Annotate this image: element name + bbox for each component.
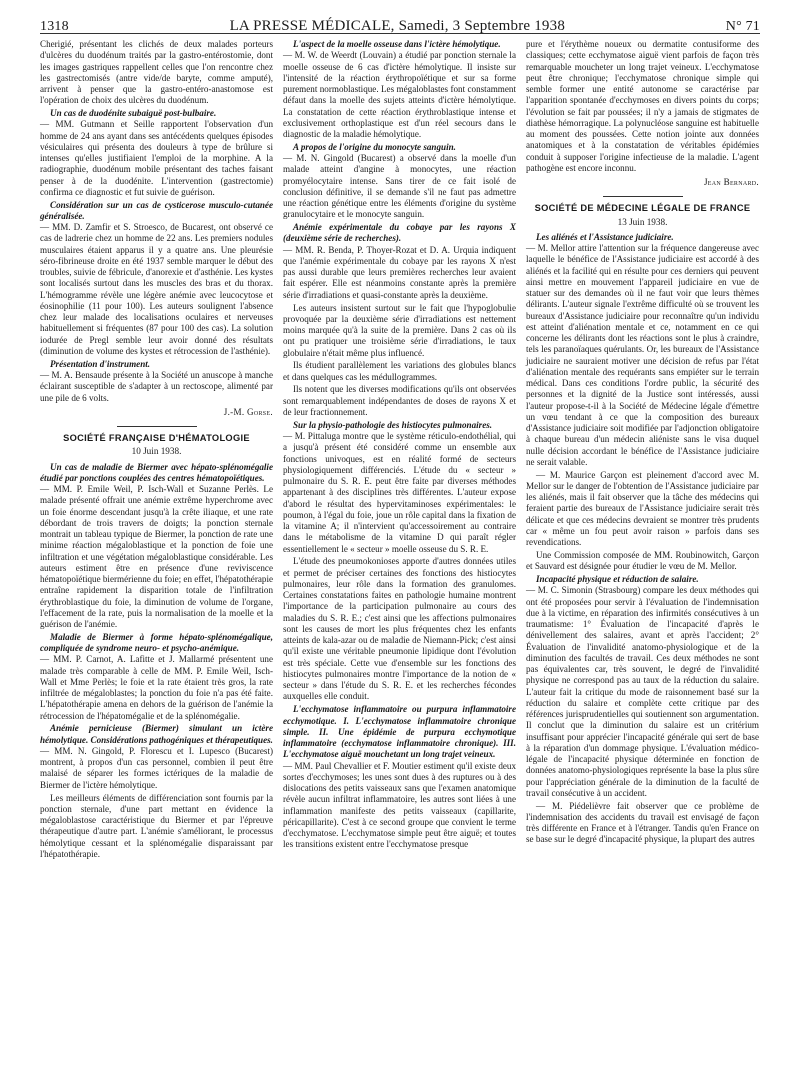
article-title: Considération sur un cas de cysticerose musculo-cutanée généralisée. bbox=[40, 199, 273, 221]
column-1 bbox=[40, 39, 273, 862]
paragraph: — M. N. Gingold (Bucarest) a observé dans la moelle d'un malade atteint d'angine à monocytes, une réaction promyélocytaire intense. Sans tirer de ce fait isolé de conclusion définitive, il se demande s'il ne faut pas admettre une réaction génétique entre les éléments d'origine du système granulocytaire et le monocyte sanguin. bbox=[283, 153, 516, 220]
paragraph: — M. Pittaluga montre que le système réticulo-endothélial, qui a jusqu'à présent été considéré comme un ensemble aux fonctions univoques, est en réalité formé de secteurs physiologiquement différenciés. L'étude du « secteur » pulmonaire du S. R. E. peut être faite par diverses méthodes appartenant à des disciplines très différentes. L'auteur expose d'abord le résultat des hypervitaminoses expérimentales: le poumon, à l'égal du foie, joue un rôle capital dans la fixation de la vitamine A; il n'intervient qu'accessoirement au contraire dans le métabolisme de la vitamine D qui paraît régler essentiellement le « secteur » moelle osseuse du S. R. E. bbox=[283, 431, 516, 554]
author-signature: J.-M. Gorse. bbox=[223, 406, 273, 417]
page-header bbox=[40, 0, 760, 34]
journal-title: LA PRESSE MÉDICALE, Samedi, 3 Septembre 1938 bbox=[229, 18, 566, 34]
article-title: Incapacité physique et réduction de salaire. bbox=[536, 574, 699, 585]
article-title: Sur la physio-pathologie des histiocytes pulmonaires. bbox=[293, 419, 493, 430]
paragraph: Une Commission composée de MM. Roubinowitch, Garçon et Sauvard est désignée pour étudier le vœu de M. Mellor. bbox=[526, 549, 759, 572]
section-divider bbox=[117, 426, 197, 427]
paragraph: — M. Mellor attire l'attention sur la fréquence dangereuse avec laquelle le bénéfice de l'Assistance judiciaire est accordé à des aliénés et la facilité qui en résulte pour ces derniers qui peuvent ainsi mettre en mouvement l'appareil judiciaire en vue de statuer sur des demandes où il ne faut voir que leurs thèmes délirants. L'auteur signale l'extrême difficulté où se trouvent les bureaux d'Assistance judiciaire pour reconnaître qu'un individu est atteint d'aliénation mentale et ce, notamment en ce qui concerne les délirants dont les réactions sont le plus à craindre, tels les paranoïaques quérulants. Or, les bureaux de l'Assistance judiciaire ne sauraient motiver une décision de refus par l'état d'aliénation mentale des requérants sans empiéter sur le terrain médical. Dans ces conditions l'ordre public, la sécurité des personnes et la dignité de la Justice sont intéressés, aussi l'auteur propose-t-il à la Société de Médecine légale d'émettre un vœu tendant à ce que la composition des bureaux d'Assistance judiciaire soit modifiée par l'adjonction obligatoire à chaque bureau d'un médecin aliéniste sans le visa duquel nulle décision accordant le bénéfice de l'Assistance judiciaire ne serait valable. bbox=[526, 243, 759, 467]
issue-number: N° 71 bbox=[725, 19, 760, 34]
paragraph: L'étude des pneumokonioses apporte d'autres données utiles et permet de préciser certaines des fonctions des histiocytes pulmonaires, leur rôle dans la formation des granulomes. Certaines constatations faites en pathologie humaine montrent l'importance de la participation pulmonaire au cours des maladies du S. R. E.; c'est ainsi que les affections pulmonaires sont les causes de mort les plus fréquentes chez les enfants atteints de kala-azar ou de maladie de Niemann-Pick; c'est ainsi qu'il existe une véritable pneumonie lipidique dont l'évolution est très spéciale. Cette vue d'ensemble sur les fonctions des histiocytes pulmonaires montre l'importance de la notion de « secteur » dans l'étude du S. R. E. et les recherches fécondes auxquelles elle conduit. bbox=[283, 556, 516, 702]
paragraph: — MM. N. Gingold, P. Florescu et I. Lupesco (Bucarest) montrent, à propos d'un cas personnel, combien il peut être malaisé de séparer les formes ictériques de la maladie de Biermer de l'ictère hémolytique. bbox=[40, 745, 273, 790]
paragraph: — M. Piédelièvre fait observer que ce problème de l'indemnisation des accidents du travail est envisagé de façon très différente en France et à l'étranger. Tandis qu'en France on se base sur le degré d'incapacité physique, la plupart des autres bbox=[526, 800, 759, 845]
society-heading: SOCIÉTÉ FRANÇAISE D'HÉMATOLOGIE bbox=[63, 433, 250, 444]
page-number: 1318 bbox=[40, 19, 69, 34]
paragraph: — MM. Paul Chevallier et F. Moutier estiment qu'il existe deux sortes d'ecchymoses; les unes sont dues à des ruptures ou à des dislocations des petits vaisseaux sans que l'examen anatomique révèle aucun infiltrat inflammatoire, les autres sont liées à une inflammation manifeste des petits vaisseaux (capillarite, péricapillarite). C'est à ce second groupe que convient le terme d'ecchymatose. L'ecchymatose simple peut être aiguë; et toutes les transitions existent entre l'ecchymatose presque bbox=[283, 760, 516, 850]
paragraph: — MM. P. Emile Weil, P. Isch-Wall et Suzanne Perlès. Le malade présenté offrait une anémie extrême hyperchrome avec un foie énorme descendant jusqu'à la crête iliaque, et une rate débordant de trois travers de doigts; la ponction sternale montrait un tableau typique de Biermer, la ponction de rate une minime réaction mégaloblastique et la ponction de foie une infiltration et une végétation mégaloblastique considérable. Les auteurs estiment être en présence d'une reviviscence hématopoïétique biermérienne du foie; en effet, l'hépatothérapie entraîne rapidement la disparition totale de l'infiltration érythroblastique du foie, la diminution de volume de l'organe, l'effacement de la rate, puis la normalisation de la moelle et la guérison de l'anémie. bbox=[40, 484, 274, 630]
section-divider bbox=[603, 196, 683, 197]
article-title: A propos de l'origine du monocyte sanguin. bbox=[293, 141, 456, 152]
session-date: 13 Juin 1938. bbox=[617, 216, 668, 227]
article-title: Présentation d'instrument. bbox=[50, 358, 151, 369]
paragraph: Les meilleurs éléments de différenciation sont fournis par la ponction sternale, d'une part mettant en évidence la mégaloblastose caractéristique du Biermer et par l'épreuve thérapeutique d'autre part. L'anémie s'améliorant, le processus hémolytique cessant et la splénomégalie disparaissant par l'hépatothérapie. bbox=[40, 792, 273, 859]
paragraph: — M. C. Simonin (Strasbourg) compare les deux méthodes qui ont été proposées pour servir à l'évaluation de l'indemnisation due à la victime, en réparation des infirmités consécutives à un traumatisme: 1° Évaluation de l'incapacité d'après le dénivellement des salaires, avant et après l'accident; 2° Évaluation de l'invalidité anatomo-physiologique et de la diminution des facultés de travail. Ces deux méthodes ne sont pas équivalentes car, très souvent, le degré de l'invalidité physique ne correspond pas au taux de la réduction du salaire. L'auteur fait la critique du mode de raisonnement basé sur la réduction du salaire et complète cette critique par des références jurisprudentielles qui soutiennent son argumentation. Il conclut que la diminution du salaire est un critérium insuffisant pour apprécier l'incapacité générale qui sert de base à la réparation d'un dommage physique. L'évaluation médico-légale de l'incapacité physique déterminée en fonction de données anatomo-physiologiques représente la base la plus sûre pour l'appréciation générale de la diminution de la faculté de travail consécutive à un accident. bbox=[526, 585, 759, 798]
paragraph: — M. A. Bensaude présente à la Société un anuscope à manche éclairant susceptible de s'adapter à un rectoscope, alimenté par une pile de 6 volts. bbox=[40, 370, 273, 403]
paragraph: — MM. D. Zamfir et S. Stroesco, de Bucarest, ont observé ce cas de ladrerie chez un homme de 22 ans. Les premiers nodules musculaires étaient apparus il y a quatre ans. Une pleurésie séro-fibrineuse droite en été 1937 semble marquer le début des troubles, suivie de fébricule, d'anorexie et d'asthénie. Les kystes sont localisés surtout dans les muscles des bras et du thorax. L'hémogramme révèle une légère anémie avec leucocytose et éosinophilie (11 pour 100). Les auteurs soulignent l'absence chez leur malade des localisations oculaires et nerveuses habituellement si fréquentes (87 pour 100 des cas). La solution iodurée de Pregl semble leur avoir donné des résultats (diminution de volume des kystes et rétrocession de l'asthénie). bbox=[40, 222, 273, 356]
columns bbox=[40, 34, 760, 862]
paragraph: Les auteurs insistent surtout sur le fait que l'hypoglobulie provoquée par la deuxième série d'irradiations est nettement moins marquée qu'à la suite de la première. Dans 2 cas où ils ont pu pratiquer une troisième série d'irradiations, le taux globulaire n'était même plus influencé. bbox=[283, 302, 516, 358]
article-title: Les aliénés et l'Assistance judiciaire. bbox=[536, 231, 674, 242]
paragraph: — MM. P. Carnot, A. Lafitte et J. Mallarmé présentent une malade très comparable à celle de MM. P. Emile Weil, Isch-Wall et Mme Perlès; le foie et la rate étaient très gros, la rate infiltrée de mégaloblastes; la ponction du foie n'a pas été faite. L'hépatothérapie amena en dehors de la guérison de l'anémie la rétrocession de l'hépatomégalie et de la splénomégalie. bbox=[40, 654, 273, 721]
paragraph: — M. W. de Weerdt (Louvain) a étudié par ponction sternale la moelle osseuse de 6 cas d'ictère hémolytique. Il insiste sur l'intensité de la réaction érythropoïétique et sur sa forme purement normoblastique. Les mégaloblastes font constamment défaut dans la moelle des sujets atteints d'ictère hémolytique. La constatation de cette réaction érythroblastique intense et exclusivement orthoplastique est d'un réel secours dans le diagnostic de la maladie hémolytique. bbox=[283, 50, 516, 139]
paragraph: pure et l'érythème noueux ou dermatite contusiforme des classiques; cette ecchymatose aiguë vient parfois de façon très remarquable moucheter un long trajet veineux. L'ecchymatose peut être chronique; l'ecchymatose chronique simple qui semble former une entité autonome se caractérise par l'apparition spontanée d'ecchymoses en divers points du corps; l'évolution se fait par poussées; il n'y a jamais de stigmates de diathèse hémorragique. La polynucléose sanguine est habituelle au moment des poussées. Cette notion jointe aux données anatomiques et à la constatation de véritables épidémies conduit à supposer l'origine infectieuse de la maladie. L'agent pathogène est encore inconnu. bbox=[526, 39, 759, 173]
article-title: Un cas de duodénite subaiguë post-bulbaire. bbox=[50, 108, 217, 119]
article-title: Un cas de maladie de Biermer avec hépato-splénomégalie étudié par ponctions couplées des centres hématopoïétiques. bbox=[40, 461, 273, 483]
column-2 bbox=[283, 39, 516, 862]
paragraph: — MM. Gutmann et Seille rapportent l'observation d'un homme de 24 ans ayant dans ses antécédents quelques épisodes vésiculaires qui présenta des douleurs à type de brûlure si intenses qu'elles justifiaient l'emploi de la morphine. A la radiographie, duodénum mobile présentant des taches faisant penser à de la duodénite. L'intervention (gastrectomie) confirma ce diagnostic et fut suivie de guérison. bbox=[40, 119, 273, 197]
paragraph: — M. Maurice Garçon est pleinement d'accord avec M. Mellor sur le danger de l'obtention de l'Assistance judiciaire par les aliénés, mais il fait observer que la tâche des médecins qui feraient partie des bureaux de l'Assistance judiciaire serait très délicate et que ces médecins devraient se montrer très prudents car « même un fou peut avoir raison » parfois dans ses revendications. bbox=[526, 469, 759, 548]
article-title: Maladie de Biermer à forme hépato-splénomégalique, compliquée de syndrome neuro- et psycho-anémique. bbox=[40, 631, 273, 654]
paragraph: Cherigié, présentant les clichés de deux malades porteurs d'ulcères du duodénum traités par la gastro-entérostomie, dont les images gastriques rappellent celles que l'on rencontre chez les gastrectomisés (antre vide/de baryte, comme amputé), arrivent à penser que la gastro-entéro-anastomose est l'opération de choix des ulcères du duodénum. bbox=[40, 39, 273, 106]
article-title: Anémie pernicieuse (Biermer) simulant un ictère hémolytique. Considérations pathogéniques et thérapeutiques. bbox=[40, 723, 273, 745]
session-date: 10 Juin 1938. bbox=[131, 446, 182, 457]
paragraph: Ils étudient parallèlement les variations des globules blancs et dans quelques cas les médullogrammes. bbox=[283, 360, 516, 382]
paragraph: — MM. R. Benda, P. Thoyer-Rozat et D. A. Urquia indiquent que l'anémie expérimentale du cobaye par les rayons X n'est pas aussi durable que leurs premières recherches leur avaient fait espérer. Elle est néanmoins constante après la première série d'irradiations et quasi-constante après la deuxième. bbox=[283, 244, 516, 300]
article-title: L'ecchymatose inflammatoire ou purpura inflammatoire ecchymotique. I. L'ecchymatose inflammatoire chronique simple. II. Une épidémie de purpura ecchymotique inflammatoire (ecchymatose inflammatoire chronique). III. L'ecchymatose aiguë mouchetant un long trajet veineux. bbox=[283, 704, 516, 760]
column-3 bbox=[526, 39, 759, 862]
society-heading: SOCIÉTÉ DE MÉDECINE LÉGALE DE FRANCE bbox=[534, 203, 751, 214]
paragraph: Ils notent que les diverses modifications qu'ils ont observées sont remarquablement indépendantes de doses de rayons X et de leur fractionnement. bbox=[283, 384, 516, 417]
article-title: L'aspect de la moelle osseuse dans l'ictère hémolytique. bbox=[293, 39, 501, 49]
author-signature: Jean Bernard. bbox=[703, 177, 759, 187]
article-title: Anémie expérimentale du cobaye par les rayons X (deuxième série de recherches). bbox=[283, 222, 516, 244]
